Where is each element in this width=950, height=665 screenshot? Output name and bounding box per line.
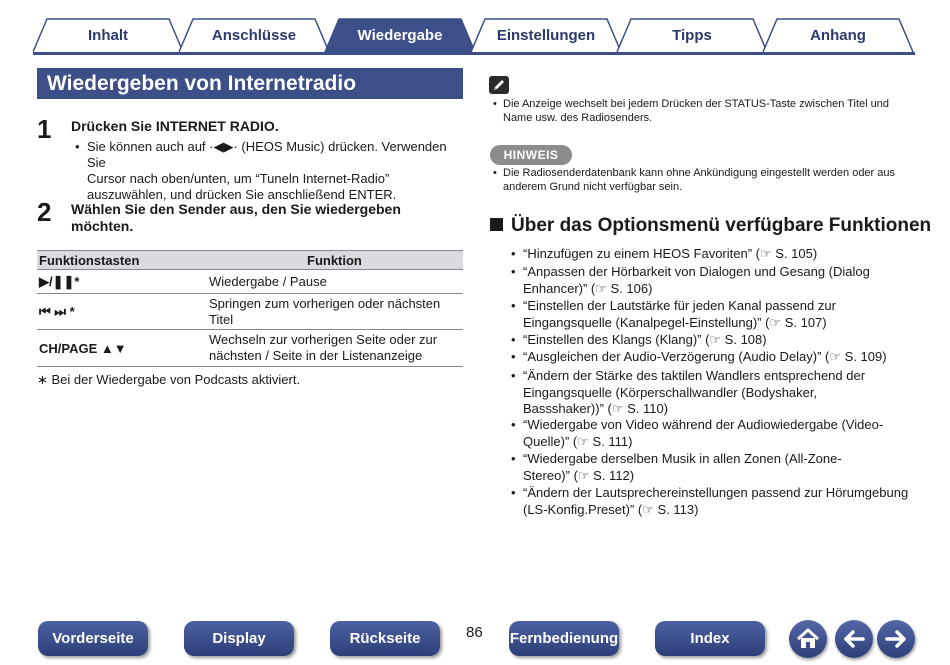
nav-rueckseite-button[interactable]: Rückseite: [330, 621, 440, 656]
option-line: Eingangsquelle (Kanalpegel-Einstellung)” (☞ S. 107): [523, 314, 827, 330]
option-line: “Ausgleichen der Audio-Verzögerung (Audio Delay)” (☞ S. 109): [523, 349, 887, 364]
note-bullet: [493, 97, 913, 125]
bullet-dot: •: [493, 167, 497, 179]
note-line: Die Anzeige wechselt bei jedem Drücken der STATUS-Taste zwischen Titel und: [503, 98, 889, 110]
bullet-dot: •: [511, 298, 516, 313]
home-glyph: [789, 620, 827, 658]
pencil-icon: [489, 76, 509, 94]
header-function: Funktion: [307, 253, 362, 268]
bullet-dot: •: [511, 264, 516, 279]
cell-line: Springen zum vorherigen oder nächsten: [209, 296, 441, 311]
option-link-dialog-enhancer[interactable]: [511, 264, 913, 297]
tab-anhang[interactable]: Anhang: [810, 27, 866, 44]
nav-index-button[interactable]: Index: [655, 621, 765, 656]
option-link-channel-level[interactable]: [511, 298, 913, 331]
table-row: [37, 330, 463, 367]
bullet-dot: •: [511, 332, 516, 347]
nav-fernbedienung-button[interactable]: Fernbedienung: [509, 621, 619, 656]
option-line: Eingangsquelle (Körperschallwandler (Bodyshaker,: [523, 384, 818, 400]
option-line: (LS-Konfig.Preset)” (☞ S. 113): [523, 501, 699, 517]
cell-line: Wiedergabe / Pause: [209, 274, 327, 289]
step-title: Drücken Sie INTERNET RADIO.: [71, 118, 279, 134]
option-line: “Einstellen der Lautstärke für jeden Kanal passend zur: [523, 298, 836, 313]
top-tab-bar: [33, 18, 915, 54]
function-cell: [209, 296, 459, 328]
option-link-bodyshaker[interactable]: [511, 368, 913, 418]
bullet-dot: •: [75, 139, 80, 154]
option-link-video-source[interactable]: [511, 417, 913, 450]
bullet-dot: •: [511, 349, 516, 364]
bullet-dot: •: [511, 451, 516, 466]
option-line: “Anpassen der Hörbarkeit von Dialogen und Gesang (Dialog: [523, 264, 870, 279]
option-link-audio-delay[interactable]: [511, 349, 913, 366]
option-line: Enhancer)” (☞ S. 106): [523, 280, 653, 296]
option-line: Stereo)” (☞ S. 112): [523, 467, 635, 483]
option-line: “Einstellen des Klangs (Klang)” (☞ S. 108): [523, 332, 767, 347]
arrow-left-glyph: [835, 620, 873, 658]
section-title: Wiedergeben von Internetradio: [37, 68, 463, 99]
cell-line: nächsten / Seite in der Listenanzeige: [209, 348, 423, 363]
header-keys: Funktionstasten: [39, 253, 140, 268]
hinweis-badge: HINWEIS: [490, 145, 572, 165]
step-title-line: möchten.: [71, 218, 134, 234]
arrow-right-glyph: [877, 620, 915, 658]
option-link-all-zone-stereo[interactable]: [511, 451, 913, 484]
hinweis-bullet: [493, 166, 913, 194]
bullet-line: Sie können auch auf ·◀▶· (HEOS Music) drücken. Verwenden Sie: [87, 139, 447, 170]
option-line: Quelle)” (☞ S. 111): [523, 433, 633, 449]
key-play-pause: ▶/❚❚*: [39, 274, 80, 289]
hinweis-line: anderem Grund nicht verfügbar sein.: [503, 181, 683, 193]
step-bullet: [75, 139, 467, 203]
function-cell: [209, 332, 459, 364]
tab-wiedergabe[interactable]: Wiedergabe: [357, 27, 443, 44]
note-line: Name usw. des Radiosenders.: [503, 112, 653, 124]
tab-einstellungen[interactable]: Einstellungen: [496, 27, 596, 44]
bullet-dot: •: [493, 98, 497, 110]
table-row: [37, 270, 463, 294]
bullet-dot: •: [511, 246, 516, 261]
options-heading: [490, 215, 931, 237]
nav-vorderseite-button[interactable]: Vorderseite: [38, 621, 148, 656]
bullet-dot: •: [511, 368, 516, 383]
bullet-dot: •: [511, 485, 516, 500]
table-header: [37, 250, 463, 270]
tab-anschluesse[interactable]: Anschlüsse: [211, 27, 297, 44]
option-link-speaker-preset[interactable]: [511, 485, 913, 518]
cell-line: Titel: [209, 312, 234, 327]
option-line: “Ändern der Lautsprechereinstellungen passend zur Hörumgebung: [523, 485, 909, 500]
arrow-right-icon[interactable]: [877, 620, 915, 658]
bullet-dot: •: [511, 417, 516, 432]
option-line: “Wiedergabe derselben Musik in allen Zonen (All-Zone-: [523, 451, 842, 466]
tab-tipps[interactable]: Tipps: [672, 27, 712, 44]
key-skip: ⏮ ⏭ *: [39, 304, 75, 319]
table-row: [37, 294, 463, 330]
nav-display-button[interactable]: Display: [184, 621, 294, 656]
option-line: Bassshaker))” (☞ S. 110): [523, 401, 669, 416]
home-icon[interactable]: [789, 620, 827, 658]
bullet-line: Cursor nach oben/unten, um “Tuneln Internet-Radio”: [87, 171, 390, 186]
option-line: “Ändern der Stärke des taktilen Wandlers entsprechend der: [523, 368, 866, 383]
options-heading-text: Über das Optionsmenü verfügbare Funktionen: [511, 215, 932, 236]
step-number: 2: [37, 197, 52, 227]
option-link-sound[interactable]: [511, 332, 913, 349]
tab-inhalt[interactable]: Inhalt: [88, 27, 128, 44]
cell-line: Wechseln zur vorherigen Seite oder zur: [209, 332, 438, 347]
footnote: ∗ Bei der Wiedergabe von Podcasts aktiviert.: [37, 372, 301, 387]
square-bullet-icon: [490, 218, 503, 231]
function-cell: [209, 274, 459, 290]
key-ch-page: CH/PAGE ▲▼: [39, 341, 127, 356]
page-number: 86: [466, 624, 483, 641]
function-table: [37, 250, 463, 367]
bullet-line: auszuwählen, und drücken Sie anschließend ENTER.: [87, 187, 397, 202]
step-title: [71, 201, 401, 235]
arrow-left-icon[interactable]: [835, 620, 873, 658]
pencil-glyph: [489, 76, 509, 94]
step-number: 1: [37, 114, 52, 144]
option-line: “Hinzufügen zu einem HEOS Favoriten” (☞ S. 105): [523, 246, 818, 261]
step-title-line: Wählen Sie den Sender aus, den Sie wiedergeben: [71, 201, 401, 217]
tab-underline: [33, 52, 915, 55]
option-line: “Wiedergabe von Video während der Audiowiedergabe (Video-: [523, 417, 884, 432]
hinweis-line: Die Radiosenderdatenbank kann ohne Ankündigung eingestellt werden oder aus: [503, 167, 896, 179]
option-link-heos-favorite[interactable]: [511, 246, 913, 263]
